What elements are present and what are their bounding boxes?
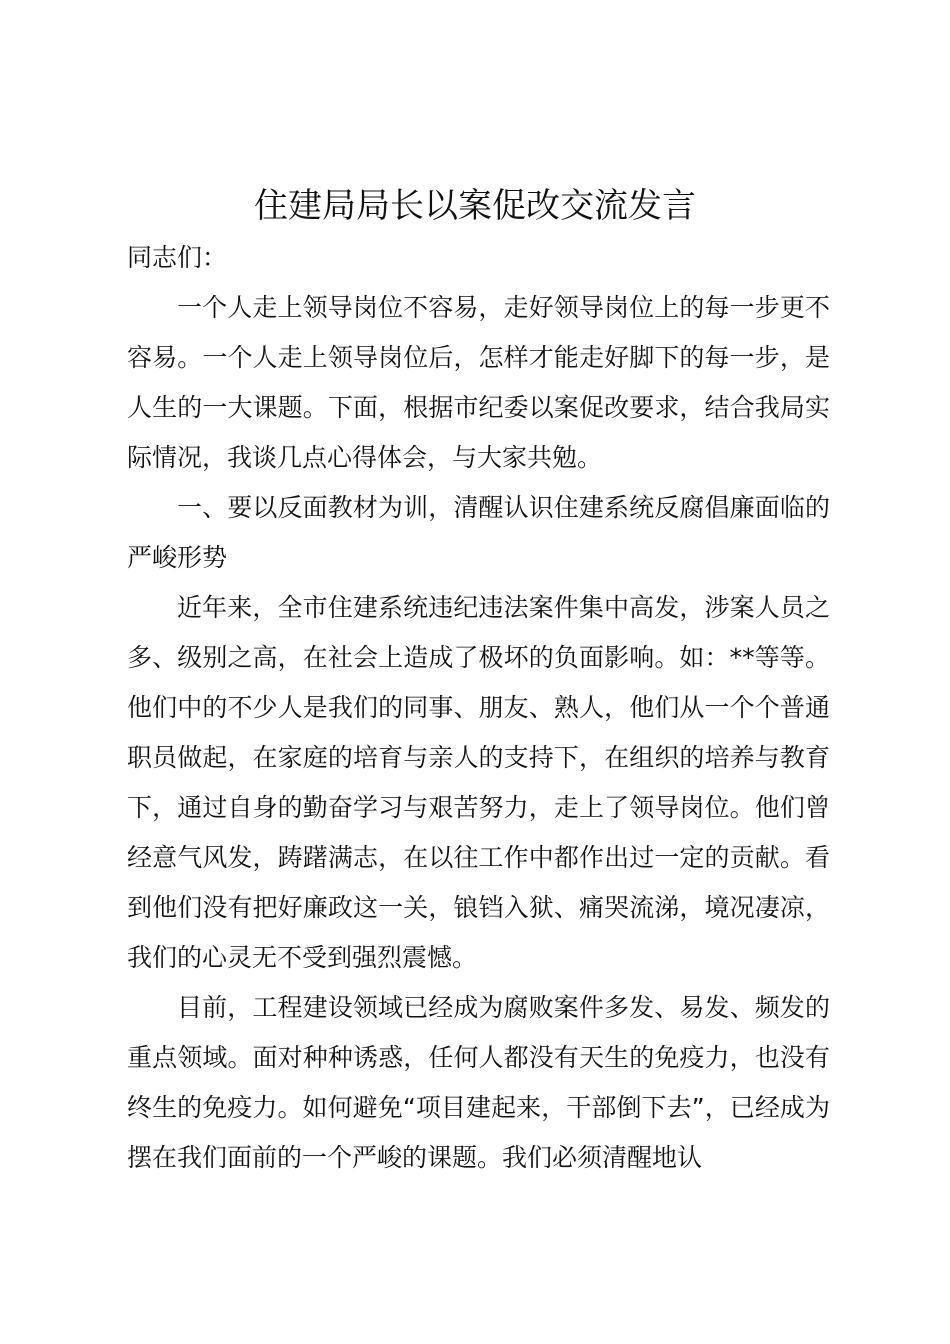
paragraph-recent-years: 近年来，全市住建系统违纪违法案件集中高发，涉案人员之多、级别之高，在社会上造成了极坏的负面影响。如：**等等。他们中的不少人是我们的同事、朋友、熟人，他们从一个个普通职员做起，在家庭的培育与亲人的支持下，在组织的培养与教育下，通过自身的勤奋学习与艰苦努力，走上了领导岗位。他们曾经意气风发，踌躇满志，在以往工作中都作出过一定的贡献。看到他们没有把好廉政这一关，锒铛入狱、痛哭流涕，境况凄凉，我们的心灵无不受到强烈震憾。	[127, 593, 830, 972]
document-body	[127, 233, 830, 1183]
salutation: 同志们：	[127, 243, 228, 272]
paragraph-current: 目前，工程建设领域已经成为腐败案件多发、易发、频发的重点领域。面对种种诱惑，任何人都没有天生的免疫力，也没有终生的免疫力。如何避免“项目建起来，干部倒下去”，已经成为摆在我们面前的一个严峻的课题。我们必须清醒地认	[127, 993, 830, 1172]
document-title: 住建局局长以案促改交流发言	[254, 186, 696, 226]
paragraph-intro: 一个人走上领导岗位不容易，走好领导岗位上的每一步更不容易。一个人走上领导岗位后，怎样才能走好脚下的每一步，是人生的一大课题。下面，根据市纪委以案促改要求，结合我局实际情况，我谈几点心得体会，与大家共勉。	[127, 293, 830, 472]
section-heading-1: 一、要以反面教材为训，清醒认识住建系统反腐倡廉面临的严峻形势	[127, 493, 830, 572]
